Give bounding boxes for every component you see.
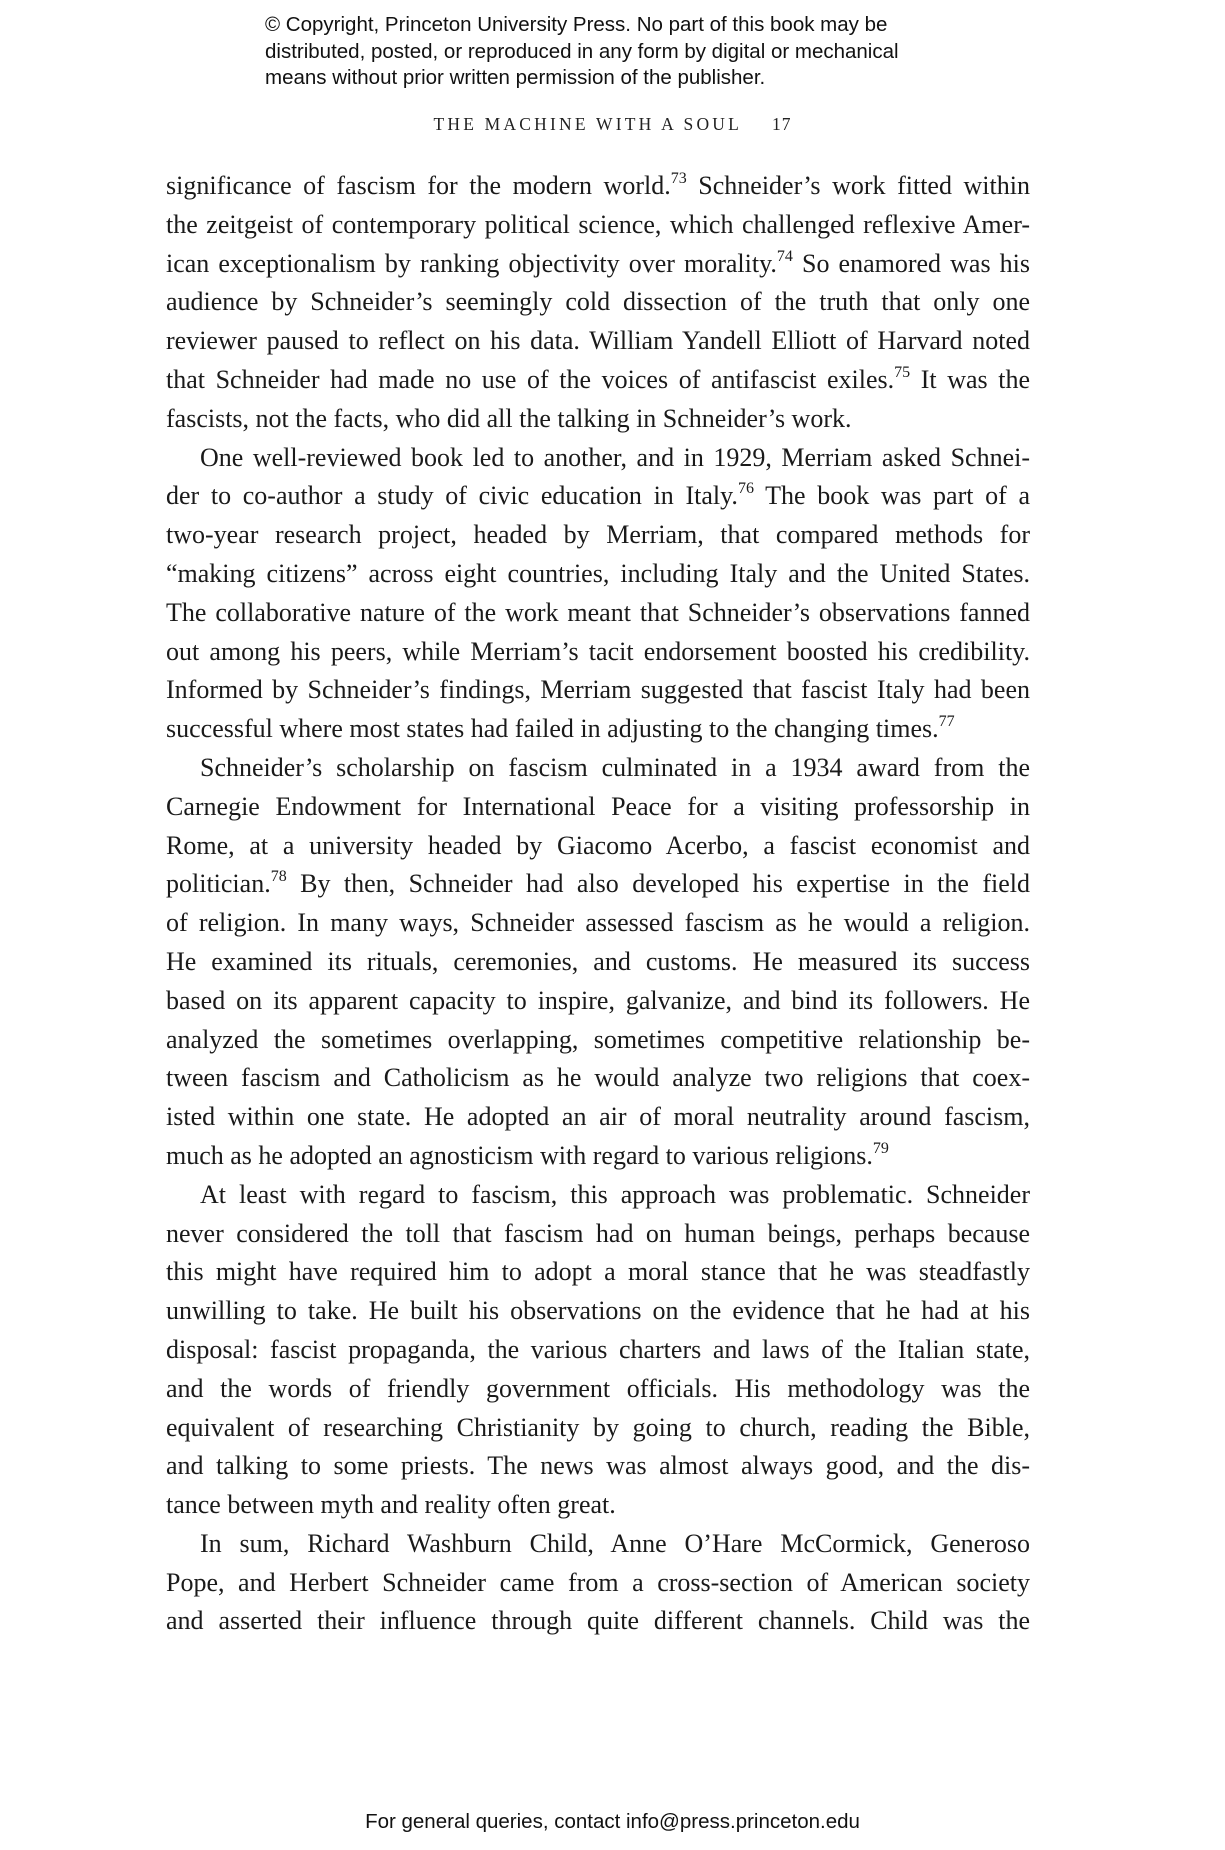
text-line: One well-reviewed book led to another, and in 1929, Merriam asked Schnei- bbox=[200, 442, 1030, 472]
footer-contact: For general queries, contact info@press.princeton.edu bbox=[365, 1810, 860, 1833]
text-line: isted within one state. He adopted an air of moral neutrality around fascism, bbox=[166, 1102, 1030, 1132]
text-line: two-year research project, headed by Merriam, that compared methods for bbox=[166, 520, 1030, 550]
footnote-ref-78[interactable]: 78 bbox=[270, 868, 287, 886]
footnote-ref-75[interactable]: 75 bbox=[894, 363, 911, 381]
copyright-line: distributed, posted, or reproduced in any form by digital or mechanical bbox=[265, 39, 899, 63]
text-line: politician.$^{78}$ By then, Schneider had also developed his expertise in the field bbox=[166, 868, 1030, 899]
footnote-ref-74[interactable]: 74 bbox=[776, 247, 793, 265]
text-line: and the words of friendly government officials. His methodology was the bbox=[166, 1373, 1030, 1403]
text-line: ican exceptionalism by ranking objectivity over morality.$^{74}$ So enamored was his bbox=[166, 247, 1030, 278]
text-line: unwilling to take. He built his observations on the evidence that he had at his bbox=[166, 1296, 1030, 1326]
text-line: “making citizens” across eight countries, including Italy and the United States. bbox=[166, 558, 1030, 588]
text-line: successful where most states had failed in adjusting to the changing times.$^{77}$ bbox=[166, 713, 955, 744]
text-line: At least with regard to fascism, this approach was problematic. Schneider bbox=[200, 1179, 1030, 1209]
text-line: Carnegie Endowment for International Peace for a visiting professorship in bbox=[166, 791, 1030, 821]
text-line: much as he adopted an agnosticism with regard to various religions.$^{79}$ bbox=[166, 1139, 889, 1170]
text-line: never considered the toll that fascism had on human beings, perhaps because bbox=[166, 1218, 1030, 1248]
text-line: The collaborative nature of the work meant that Schneider’s observations fanned bbox=[166, 597, 1030, 627]
footnote-ref-76[interactable]: 76 bbox=[737, 480, 754, 498]
body-text bbox=[166, 167, 1030, 1641]
text-line: the zeitgeist of contemporary political science, which challenged reflexive Amer- bbox=[166, 209, 1030, 239]
text-line: this might have required him to adopt a moral stance that he was steadfastly bbox=[166, 1257, 1030, 1287]
running-head-title: THE MACHINE WITH A SOUL bbox=[433, 114, 743, 134]
copyright-notice bbox=[265, 12, 985, 92]
text-line: Schneider’s scholarship on fascism culminated in a 1934 award from the bbox=[200, 752, 1030, 782]
text-line: He examined its rituals, ceremonies, and customs. He measured its success bbox=[166, 946, 1030, 976]
footnote-ref-73[interactable]: 73 bbox=[670, 170, 687, 187]
text-line: In sum, Richard Washburn Child, Anne O’Hare McCormick, Generoso bbox=[200, 1528, 1030, 1558]
footnote-ref-77[interactable]: 77 bbox=[938, 713, 955, 731]
text-line: analyzed the sometimes overlapping, sometimes competitive relationship be- bbox=[166, 1024, 1030, 1054]
text-line: significance of fascism for the modern world.$^{73}$ Schneider’s work fitted within bbox=[166, 170, 1030, 200]
text-line: audience by Schneider’s seemingly cold dissection of the truth that only one bbox=[166, 287, 1030, 317]
text-line: and asserted their influence through quite different channels. Child was the bbox=[166, 1606, 1030, 1636]
copyright-line: means without prior written permission of the publisher. bbox=[265, 66, 766, 89]
text-line: Pope, and Herbert Schneider came from a cross-section of American society bbox=[166, 1567, 1030, 1597]
text-line: Rome, at a university headed by Giacomo Acerbo, a fascist economist and bbox=[166, 830, 1030, 860]
copyright-line: © Copyright, Princeton University Press. No part of this book may be bbox=[265, 13, 888, 36]
text-line: equivalent of researching Christianity by going to church, reading the Bible, bbox=[166, 1412, 1030, 1442]
text-line: and talking to some priests. The news was almost always good, and the dis- bbox=[166, 1451, 1030, 1481]
text-line: tween fascism and Catholicism as he would analyze two religions that coex- bbox=[166, 1063, 1030, 1093]
text-line: tance between myth and reality often great. bbox=[166, 1490, 616, 1520]
text-line: der to co-author a study of civic education in Italy.$^{76}$ The book was part of a bbox=[166, 480, 1030, 511]
page-number: 17 bbox=[772, 114, 792, 134]
footnote-ref-79[interactable]: 79 bbox=[872, 1139, 889, 1157]
text-line: that Schneider had made no use of the voices of antifascist exiles.$^{75}$ It was the bbox=[166, 363, 1030, 394]
text-line: based on its apparent capacity to inspire, galvanize, and bind its followers. He bbox=[166, 985, 1030, 1015]
text-line: fascists, not the facts, who did all the talking in Schneider’s work. bbox=[166, 403, 852, 433]
text-line: Informed by Schneider’s findings, Merriam suggested that fascist Italy had been bbox=[166, 675, 1030, 705]
text-line: out among his peers, while Merriam’s tacit endorsement boosted his credibility. bbox=[166, 636, 1030, 666]
text-line: reviewer paused to reflect on his data. William Yandell Elliott of Harvard noted bbox=[166, 326, 1030, 356]
text-line: of religion. In many ways, Schneider assessed fascism as he would a religion. bbox=[166, 908, 1030, 938]
text-line: disposal: fascist propaganda, the various charters and laws of the Italian state, bbox=[166, 1334, 1030, 1364]
running-head bbox=[0, 114, 1225, 135]
